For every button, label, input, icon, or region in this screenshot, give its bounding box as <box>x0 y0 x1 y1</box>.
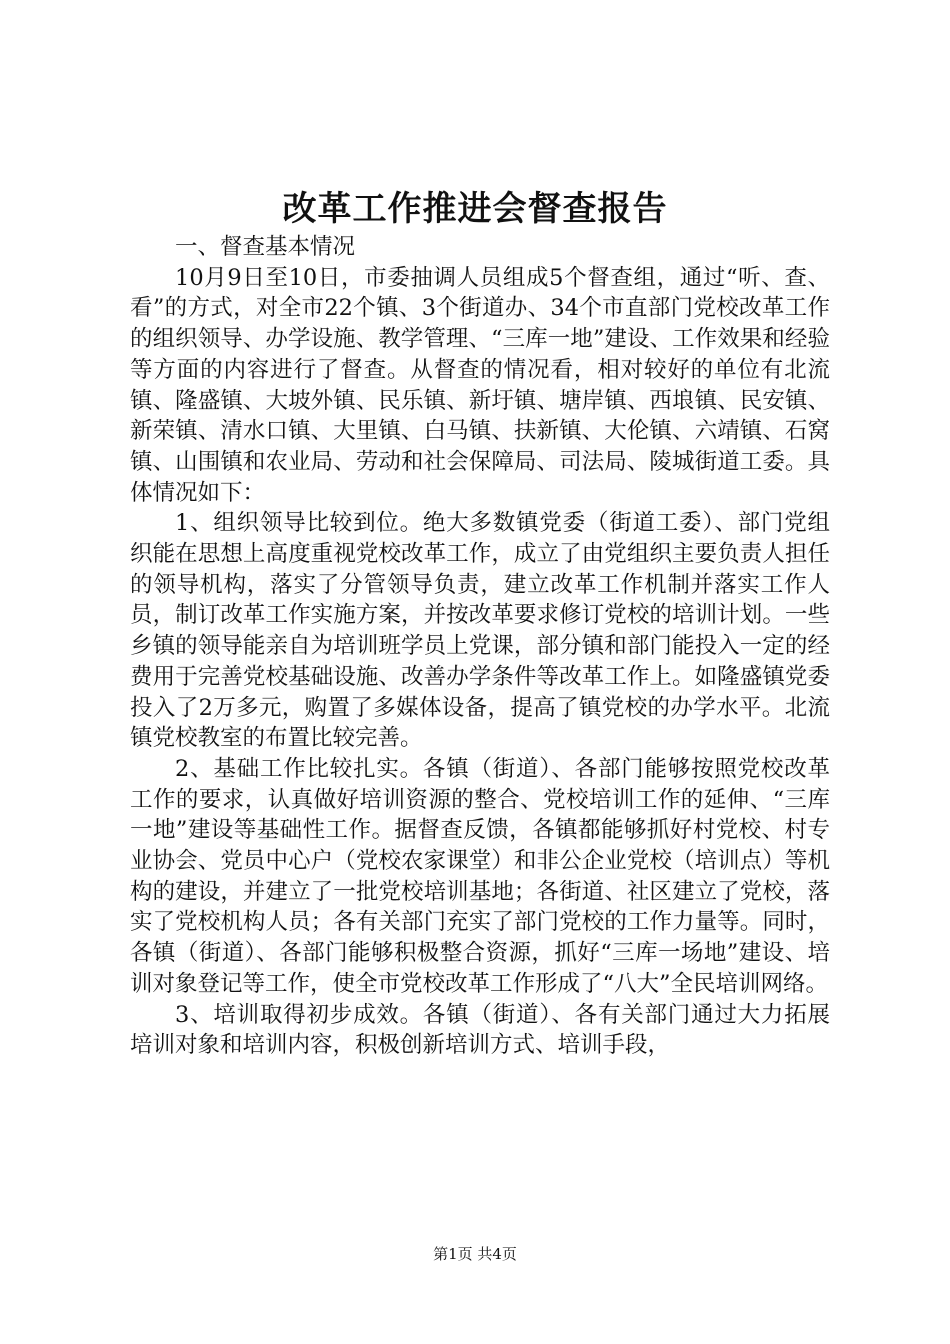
paragraph-training: 3、培训取得初步成效。各镇（街道）、各有关部门通过大力拓展培训对象和培训内容，积极创新培训方式、培训手段， <box>130 1001 830 1059</box>
document-body <box>130 232 830 1061</box>
document-title: 改革工作推进会督查报告 <box>282 189 668 229</box>
paragraph-overview: 10月9日至10日，市委抽调人员组成5个督查组，通过“听、查、看”的方式，对全市22个镇、3个街道办、34个市直部门党校改革工作的组织领导、办学设施、教学管理、“三库一地”建设、工作效果和经验等方面的内容进行了督查。从督查的情况看，相对较好的单位有北流镇、隆盛镇、大坡外镇、民乐镇、新圩镇、塘岸镇、西埌镇、民安镇、新荣镇、清水口镇、大里镇、白马镇、扶新镇、大伦镇、六靖镇、石窝镇、山围镇和农业局、劳动和社会保障局、司法局、陵城街道工委。具体情况如下： <box>130 264 830 506</box>
section-heading: 一、督查基本情况 <box>175 234 356 260</box>
paragraph-foundation: 2、基础工作比较扎实。各镇（街道）、各部门能够按照党校改革工作的要求，认真做好培训资源的整合、党校培训工作的延伸、“三库一地”建设等基础性工作。据督查反馈，各镇都能够抓好村党校、村专业协会、党员中心户（党校农家课堂）和非公企业党校（培训点）等机构的建设，并建立了一批党校培训基地；各街道、社区建立了党校，落实了党校机构人员；各有关部门充实了部门党校的工作力量等。同时，各镇（街道）、各部门能够积极整合资源，抓好“三库一场地”建设、培训对象登记等工作，使全市党校改革工作形成了“八大”全民培训网络。 <box>130 755 830 997</box>
page-footer: 第1页 共4页 <box>433 1245 517 1263</box>
paragraph-organization: 1、组织领导比较到位。绝大多数镇党委（街道工委）、部门党组织能在思想上高度重视党校改革工作，成立了由党组织主要负责人担任的领导机构，落实了分管领导负责，建立改革工作机制并落实工作人员，制订改革工作实施方案，并按改革要求修订党校的培训计划。一些乡镇的领导能亲自为培训班学员上党课，部分镇和部门能投入一定的经费用于完善党校基础设施、改善办学条件等改革工作上。如隆盛镇党委投入了2万多元，购置了多媒体设备，提高了镇党校的办学水平。北流镇党校教室的布置比较完善。 <box>130 510 830 752</box>
